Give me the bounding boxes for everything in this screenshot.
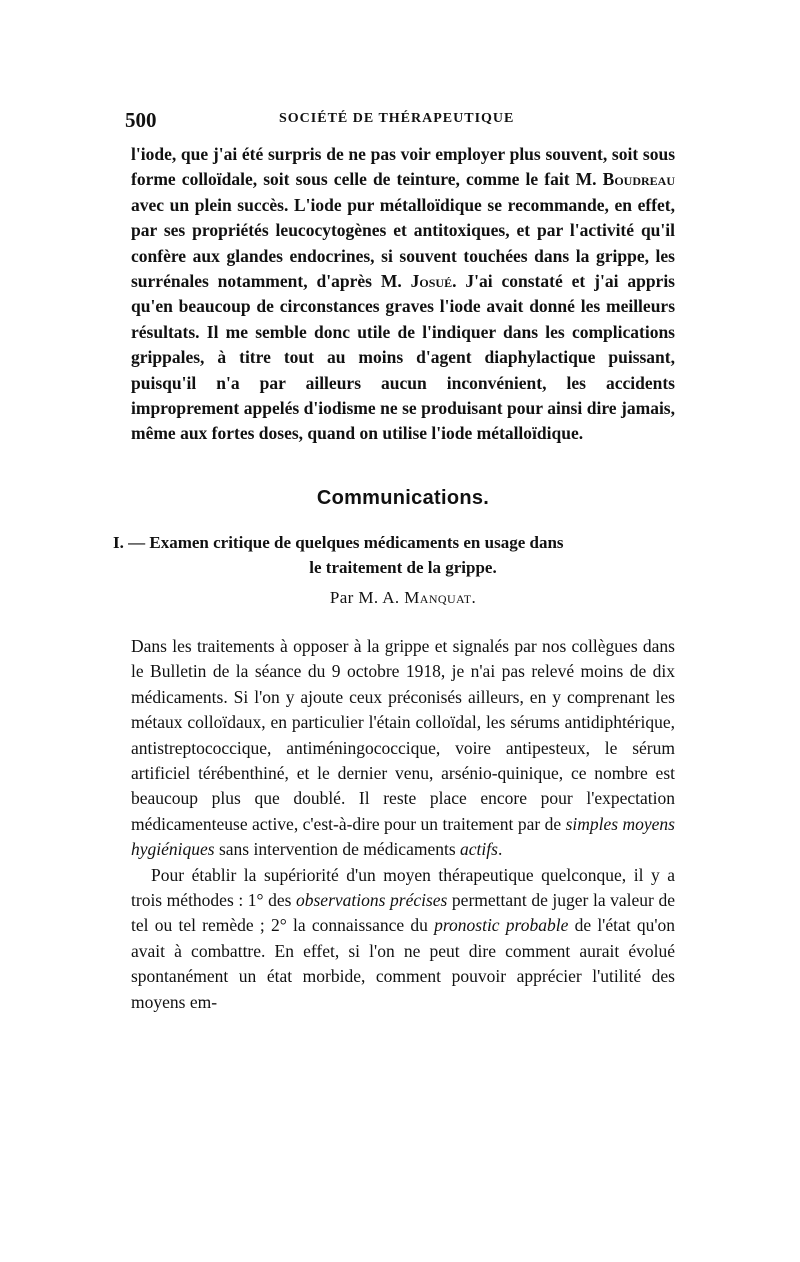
- running-head: [125, 108, 675, 142]
- text-run: Dans les traitements à opposer à la grippe et signalés par nos collègues dans le Bulletin de la séance du 9 octobre 1918, je n'ai pas relevé moins de dix médicaments. Si l'on y ajoute ceux préconisés ailleurs, en y comprenant les métaux colloïdaux, en particulier l'étain colloïdal, les sérums antidiphtérique, antistreptococcique, antiméningococcique, voire antipesteux, le sérum artificiel térébenthiné, et le dernier venu, arsénio-quinique, ce nombre est beaucoup plus que doublé. Il reste place encore pour l'expectation médicamenteuse active, c'est-à-dire pour un traitement par de: [131, 635, 675, 834]
- paragraph-iode: [131, 142, 675, 447]
- paragraph-traitements: [131, 634, 675, 863]
- text-run: . J'ai constaté et j'ai appris qu'en beaucoup de circonstances graves l'iode avait donné les meilleurs résultats. Il me semble donc utile de l'indiquer dans les complications grippales, à titre tout au moins d'agent diaphylactique puissant, puisqu'il n'a par ailleurs aucun inconvénient, les accidents improprement appelés d'iodisme ne se produisant pour ainsi dire jamais, même aux fortes doses, quand on utilise l'iode métalloïdique.: [131, 271, 675, 444]
- italic-run: actifs: [460, 839, 498, 860]
- author-name-josue: Josué: [410, 271, 453, 292]
- italic-run: observations précises: [296, 889, 448, 910]
- text-run: .: [497, 839, 503, 860]
- book-page: [113, 108, 675, 1015]
- italic-run: pronostic probable: [434, 915, 569, 936]
- text-run: avec un plein succès. L'iode pur métalloïdique se recommande, en effet, par ses propriétés leucocytogènes et antitoxiques, et par l'activité qu'il confère aux glandes endocrines, si souvent touchées dans la grippe, les surrénales notamment, d'après M.: [131, 194, 675, 292]
- page-number: 500: [125, 108, 157, 132]
- author-name-boudreau: Boudreau: [602, 169, 675, 190]
- article-title-line2: le traitement de la grippe.: [309, 557, 497, 577]
- text-run: l'iode, que j'ai été surpris de ne pas voir employer plus souvent, soit sous forme colloïdale, soit sous celle de teinture, comme le fait M.: [131, 144, 675, 190]
- article-title: [113, 530, 675, 580]
- article-author: [131, 588, 675, 608]
- section-heading: Communications.: [316, 486, 490, 509]
- author-prefix: Par M. A.: [329, 587, 405, 607]
- italic-run: simples moyens hygiéniques: [131, 813, 675, 860]
- running-head-title: SOCIÉTÉ DE THÉRAPEUTIQUE: [279, 111, 515, 126]
- text-run: Pour établir la supériorité d'un moyen thérapeutique quelconque, il y a trois méthodes : 1° des: [131, 864, 675, 910]
- author-name-manquat: Manquat: [404, 587, 472, 607]
- text-run: sans intervention de médicaments: [214, 839, 461, 860]
- text-run: de l'état qu'on avait à combattre. En effet, si l'on ne peut dire comment aurait évolué spontanément un état morbide, comment pouvoir apprécier l'utilité des moyens em-: [131, 915, 675, 1012]
- text-run: permettant de juger la valeur de tel ou tel remède ; 2° la connaissance du: [131, 889, 675, 936]
- paragraph-methodes: [131, 863, 675, 1015]
- article-title-line1: I. — Examen critique de quelques médicaments en usage dans: [113, 532, 564, 552]
- author-suffix: .: [471, 587, 477, 607]
